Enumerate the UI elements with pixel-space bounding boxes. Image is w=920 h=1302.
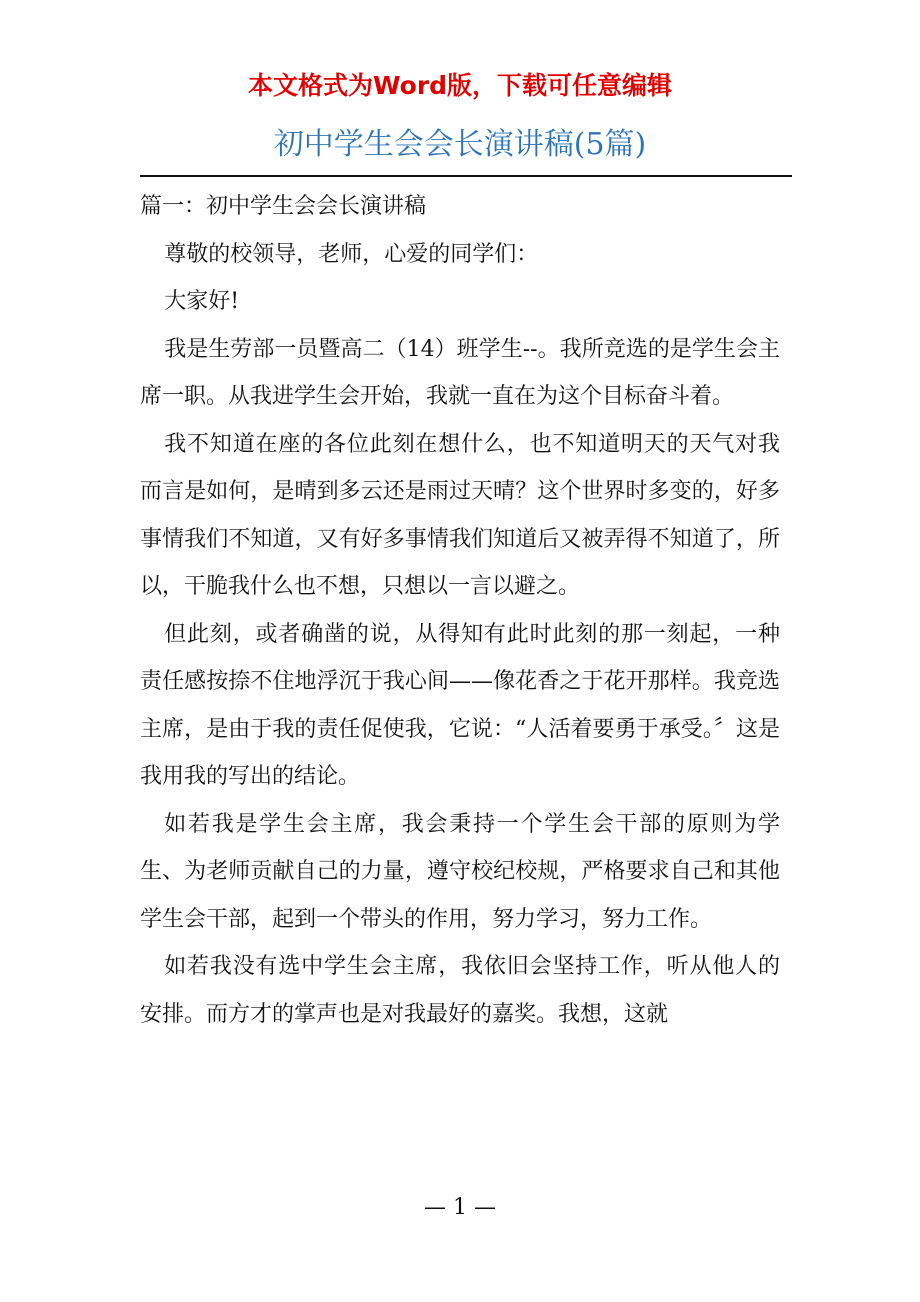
paragraph: 我不知道在座的各位此刻在想什么，也不知道明天的天气对我而言是如何，是晴到多云还是雨过天晴？这个世界时多变的，好多事情我们不知道，又有好多事情我们知道后又被弄得不知道了，所以，干脆我什么也不想，只想以一言以避之。 bbox=[140, 431, 780, 599]
title-divider bbox=[140, 175, 792, 177]
paragraph-greeting: 大家好! bbox=[164, 289, 240, 314]
paragraph: 如若我是学生会主席，我会秉持一个学生会干部的原则为学生、为老师贡献自己的力量，遵守校纪校规，严格要求自己和其他学生会干部，起到一个带头的作用，努力学习，努力工作。 bbox=[140, 811, 780, 932]
paragraph-salutation: 尊敬的校领导，老师，心爱的同学们： bbox=[164, 241, 539, 267]
page-number: — 1 — bbox=[424, 1195, 496, 1220]
section-heading: 篇一：初中学生会会长演讲稿 bbox=[140, 194, 427, 219]
paragraph: 但此刻，或者确凿的说，从得知有此时此刻的那一刻起，一种责任感按捺不住地浮沉于我心间——像花香之于花开那样。我竞选主席，是由于我的责任促使我，它说：“人活着要勇于承受。〞这是我用我的写出的结论。 bbox=[140, 621, 780, 789]
paragraph: 如若我没有选中学生会主席，我依旧会坚持工作，听从他人的安排。而方才的掌声也是对我最好的嘉奖。我想，这就 bbox=[140, 954, 780, 1027]
document-body bbox=[140, 183, 780, 1038]
document-title: 初中学生会会长演讲稿(5篇) bbox=[273, 127, 647, 162]
format-notice-banner: 本文格式为Word版，下载可任意编辑 bbox=[247, 71, 673, 100]
paragraph: 我是生劳部一员暨高二（14）班学生--。我所竞选的是学生会主席一职。从我进学生会开始，我就一直在为这个目标奋斗着。 bbox=[140, 336, 780, 409]
